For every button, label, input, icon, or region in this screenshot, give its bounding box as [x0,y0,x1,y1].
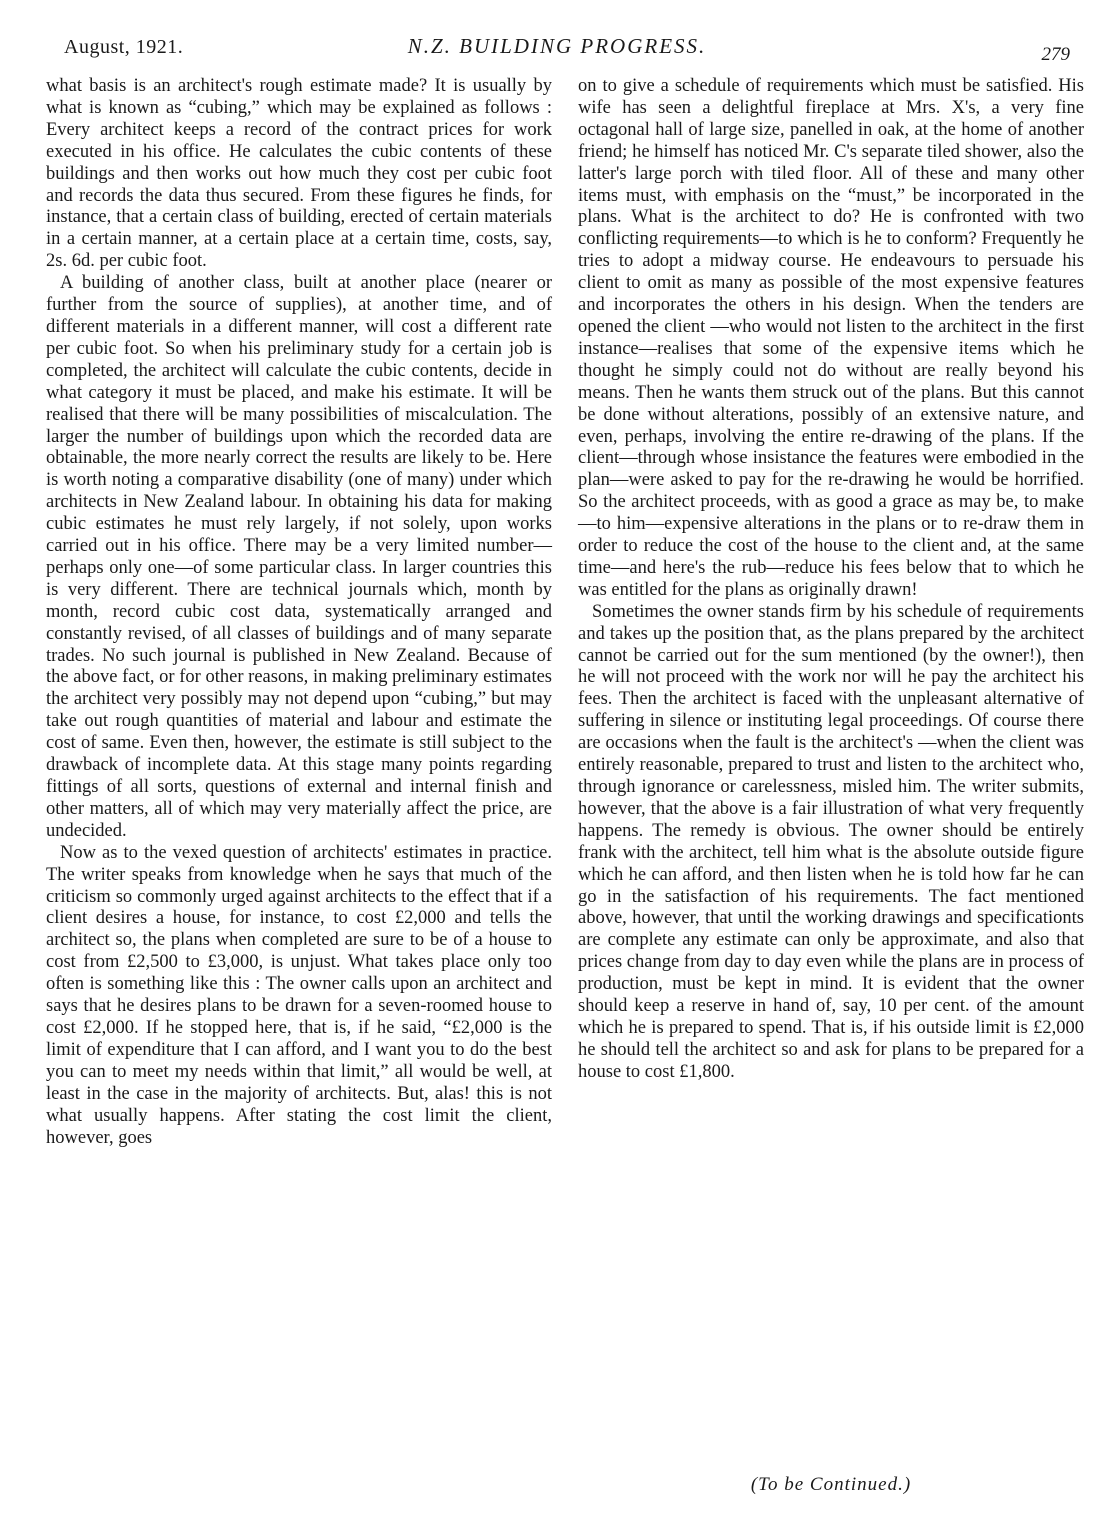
to-be-continued-note: (To be Continued.) [750,1474,912,1495]
publication-title: N.Z. BUILDING PROGRESS. [407,34,707,58]
paragraph: what basis is an architect's rough estimate made? It is usually by what is known as “cubing,” which may be explained as follows : Every architect keeps a record of the contract prices for work executed in his office. He calculates the cubic contents of these buildings and then works out how much they cost per cubic foot and records the data thus secured. From these figures he finds, for instance, that a certain class of building, erected of certain materials in a certain manner, at a certain place at a certain time, costs, say, 2s. 6d. per cubic foot. [46,76,552,272]
right-column [578,76,1084,1084]
page-number: 279 [1041,44,1070,65]
left-column [46,76,552,1149]
paragraph: A building of another class, built at another place (nearer or further from the source of supplies), at another time, and of different materials in a different manner, will cost a different rate per cubic foot. So when his preliminary study for a certain job is completed, the architect will calculate the cubic contents, decide in what category it must be placed, and make his estimate. It will be realised that there will be many possibilities of miscalculation. The larger the number of buildings upon which the recorded data are obtainable, the more nearly correct the results are likely to be. Here is worth noting a comparative disability (one of many) under which architects in New Zealand labour. In obtaining his data for making cubic estimates he must rely largely, if not solely, upon works carried out in his office. There may be a very limited number—perhaps only one—of some particular class. In larger countries this is very different. There are technical journals which, month by month, record cubic cost data, systematically arranged and constantly revised, of all classes of buildings and of many separate trades. No such journal is published in New Zealand. Because of the above fact, or for other reasons, in making preliminary estimates the architect very possibly may not depend upon “cubing,” but may take out rough quantities of material and labour and estimate the cost of same. Even then, however, the estimate is still subject to the drawback of incomplete data. At this stage many points regarding fittings of all sorts, questions of external and internal finish and other matters, all of which may very materially affect the price, are undecided. [46,273,552,841]
paragraph: Sometimes the owner stands firm by his schedule of requirements and takes up the position that, as the plans prepared by the architect cannot be carried out for the sum mentioned (by the owner!), then he will not proceed with the work nor will he pay the architect his fees. Then the architect is faced with the unpleasant alternative of suffering in silence or instituting legal proceedings. Of course there are occasions when the fault is the architect's —when the client was entirely reasonable, prepared to trust and listen to the architect who, through ignorance or carelessness, misled him. The writer submits, however, that the above is a fair illustration of what very frequently happens. The remedy is obvious. The owner should be entirely frank with the architect, tell him what is the absolute outside figure which he can afford, and then listen when he is told how far he can go in the satisfaction of his requirements. The fact mentioned above, however, that until the working drawings and specificationts are complete any estimate can only be approximate, and also that prices change from day to day even while the plans are in process of production, must be kept in mind. It is evident that the owner should keep a reserve in hand of, say, 10 per cent. of the amount which he is prepared to spend. That is, if his outside limit is £2,000 he should tell the architect so and ask for plans to be prepared for a house to cost £1,800. [578,601,1084,1082]
paragraph: on to give a schedule of requirements which must be satisfied. His wife has seen a delightful fireplace at Mrs. X's, a very fine octagonal hall of large size, panelled in oak, at the home of another friend; he himself has noticed Mr. C's separate tiled shower, also the latter's large porch with tiled floor. All of these and many other items must, with emphasis on the “must,” be incorporated in the plans. What is the architect to do? He is confronted with two conflicting requirements—to which is he to conform? Frequently he tries to adopt a midway course. He endeavours to persuade his client to omit as many as possible of the most expensive features and incorporates the others in his design. When the tenders are opened the client —who would not listen to the architect in the first instance—realises that some of the expensive items which he thought he simply could not do without are really beyond his means. Then he wants them struck out of the plans. But this cannot be done without alterations, possibly of an extensive nature, and even, perhaps, involving the entire re-drawing of the plans. If the client—through whose insistance the features were embodied in the plan—were asked to pay for the re-drawing he would be horrified. So the architect proceeds, with as good a grace as may be, to make—to him—expensive alterations in the plans or to re-draw them in order to reduce the cost of the house to the client and, at the same time—and here's the rub—reduce his fees below that to which he was entitled for the plans as originally drawn! [578,76,1084,600]
paragraph: Now as to the vexed question of architects' estimates in practice. The writer speaks from knowledge when he says that much of the criticism so commonly urged against architects to the effect that if a client desires a house, for instance, to cost £2,000 and tells the architect so, the plans when completed are sure to be of a house to cost from £2,500 to £3,000, is unjust. What takes place only too often is something like this : The owner calls upon an architect and says that he desires plans to be drawn for a seven-roomed house to cost £2,000. If he stopped here, that is, if he said, “£2,000 is the limit of expenditure that I can afford, and I want you to do the best you can to meet my needs within that limit,” all would be well, at least in the case in the majority of architects. But, alas! this is not what usually happens. After stating the cost limit the client, however, goes [46,842,552,1148]
issue-date: August, 1921. [64,36,184,58]
page-header [36,30,1078,66]
